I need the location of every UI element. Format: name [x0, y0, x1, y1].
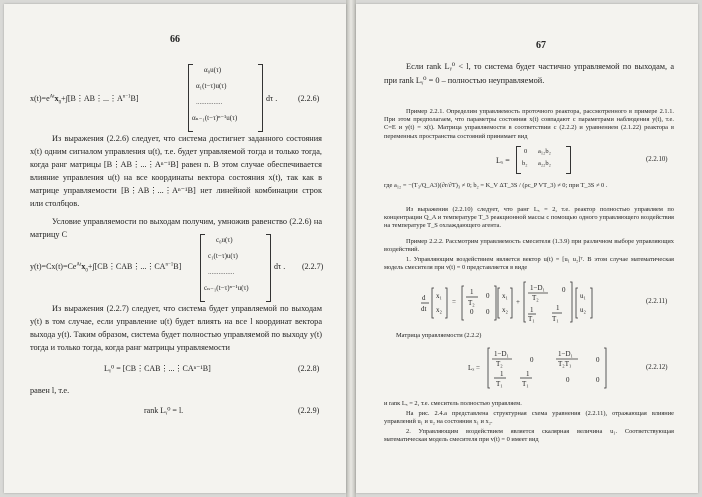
svg-text:u₂: u₂: [580, 306, 586, 314]
svg-text:1−D₁: 1−D₁: [530, 284, 545, 292]
svg-text:1: 1: [500, 370, 504, 378]
svg-text:0: 0: [486, 292, 490, 300]
paragraph: Из выражения (2.2.6) следует, что система достигнет заданного состояния x(t) одним сигналом управления u(t), т.е. будет управляемой тогда и только тогда, когда ранг матрицы [B⋮AB⋮...⋮Aⁿ⁻¹B] равен n. В этом случае обеспечивается влияние управления u(t) на все координаты вектора состояния x(t), так как в матрице управляемости [B⋮AB⋮...⋮Aⁿ⁻¹B] нет линейной комбинации строк или столбцов.: [30, 134, 322, 208]
equation-2-2-11: [420, 280, 620, 324]
svg-text:0: 0: [562, 286, 566, 294]
matrix-bracket-left: [516, 146, 521, 174]
equation-number: (2.2.7): [302, 262, 324, 271]
matrix-cell: a₁₂b₂: [538, 148, 551, 155]
equation-2-2-8: Lᵧ⁰ = [CB⋮CAB⋮...⋮CAⁿ⁻¹B]: [104, 364, 211, 373]
svg-text:x₁: x₁: [436, 292, 442, 300]
vector-cell: c₁(t−τ)u(τ): [208, 252, 238, 260]
svg-text:T₁: T₁: [496, 380, 503, 388]
left-page: [4, 4, 346, 493]
eq-lhs: Lₓ =: [468, 364, 481, 372]
svg-text:+: +: [516, 298, 520, 306]
paragraph: Из выражения (2.2.10) следует, что ранг Lₓ = 2, т.е. реактор полностью управляем по концентрации Q_A и температуре T_3 реакционной массы с помощью одного управляющего воздействия на температуре T_S охлаждающего агента.: [384, 206, 674, 230]
paragraph: На рис. 2.4.а представлена структурная схема уравнения (2.2.11), отражающая влияние управлений u₁ и u₂ на состояния x₁ и x₂.: [384, 410, 674, 426]
svg-text:T₂T₁: T₂T₁: [558, 360, 572, 368]
example-2-2-2: Пример 2.2.2. Рассмотрим управляемость смесителя (1.3.9) при различном выборе управляющих воздействий.: [384, 238, 674, 254]
svg-text:0: 0: [596, 356, 600, 364]
svg-text:1: 1: [526, 370, 530, 378]
equation-2-2-9: rank Lᵧ⁰ = l.: [144, 406, 184, 415]
eq-lhs: Lₓ =: [496, 156, 510, 165]
page-number: 67: [536, 40, 546, 51]
vector-bracket-right: [258, 64, 263, 132]
svg-text:x₂: x₂: [436, 306, 442, 314]
svg-text:x₁: x₁: [502, 292, 508, 300]
equation-number: (2.2.9): [298, 406, 320, 415]
vector-bracket-right: [266, 234, 271, 302]
book-spine: [346, 0, 356, 497]
vector-cell: ...............: [196, 98, 223, 106]
svg-text:T₂: T₂: [468, 299, 475, 307]
svg-text:=: =: [452, 298, 456, 306]
equation-2-2-6: $x(t)=e^{At}x_0+\int[B⋮AB⋮...⋮A^{n-1}B]$: [30, 94, 139, 106]
vector-cell: ...............: [208, 268, 235, 276]
svg-text:0: 0: [486, 308, 490, 316]
matrix-cell: a₂₂b₂: [538, 160, 551, 167]
matrix-bracket-right: [566, 146, 571, 174]
equation-number: (2.2.8): [298, 364, 320, 373]
equation-number: (2.2.12): [646, 364, 668, 371]
list-item: 1. Управляющим воздействием является вектор u(t) = [u₁ u₂]ᵀ. В этом случае математическая модель смесителя при v(t) = 0 представляется в виде: [384, 256, 674, 272]
paragraph: Условие управляемости по выходам получим, умножив равенство (2.2.6) на матрицу C: [30, 217, 322, 239]
matrix-cell: b₂: [522, 160, 528, 167]
matrix-cell: 0: [524, 148, 528, 155]
vector-cell: α₀u(τ): [204, 66, 222, 74]
svg-text:T₁: T₁: [522, 380, 529, 388]
equation-2-2-12: [486, 346, 626, 390]
page-number: 66: [170, 34, 180, 45]
list-item: 2. Управляющим воздействием является скалярная величина u₁. Соответствующая математическая модель смесителя при v(t) = 0 имеет вид: [384, 428, 674, 444]
vector-cell: c₀u(τ): [216, 236, 233, 244]
equation-number: (2.2.6): [298, 94, 320, 103]
svg-text:1: 1: [470, 288, 474, 296]
equation-2-2-7: $y(t)=Cx(t)=Ce^{At}x_0+\int[CB⋮CAB⋮...⋮CA^{n-1}B]$: [30, 262, 182, 274]
svg-text:x₂: x₂: [502, 306, 508, 314]
vector-cell: cₙ₋₁(t−τ)ⁿ⁻¹u(τ): [204, 284, 249, 292]
example-2-2-1: Пример 2.2.1. Определим управляемость проточного реактора, рассмотренного в примере 2.1.1. При этом предполагаем, что параметры состояния x(t) совпадают с параметрами наблюдения y(t), т.е. C=E и y(t) = x(t). Матрица управляемости в соответствии с (2.2.2) и уравнением (2.1.22) реактора в переменных пространства состояний принимает вид: [384, 108, 674, 140]
equation-number: (2.2.11): [646, 298, 668, 305]
svg-text:1: 1: [530, 306, 534, 314]
definition-line: где a₁₂ = −(T₃/Q_A3)(∂r/∂T)₃ ≠ 0; b₂ = K_V ΔT_3S / (ρc_P VT_3) ≠ 0; при T_3S ≠ 0 .: [384, 182, 608, 189]
svg-text:T₁: T₁: [552, 315, 559, 323]
equation-number: (2.2.10): [646, 156, 668, 163]
svg-text:0: 0: [566, 376, 570, 384]
matrix-label: Матрица управляемости (2.2.2): [396, 332, 482, 339]
paragraph: равен l, т.е.: [30, 386, 70, 395]
svg-text:0: 0: [596, 376, 600, 384]
svg-text:T₂: T₂: [532, 294, 539, 302]
svg-text:1−D₁: 1−D₁: [558, 350, 573, 358]
svg-text:u₁: u₁: [580, 292, 586, 300]
svg-text:T₂: T₂: [496, 360, 503, 368]
paragraph: Из выражения (2.2.7) следует, что система будет управляемой по выходам y(t) в том случае, если управление u(t) будет влиять на все l координат вектора выхода y(t). Таким образом, система будет полностью управляемой по выходу y(t) тогда и только тогда, когда ранг матрицы управляемости: [30, 304, 322, 352]
eq-dt: dτ .: [274, 262, 286, 271]
vector-cell: α₁(t−τ)u(τ): [196, 82, 227, 90]
paragraph: и ranк Lₓ = 2, т.е. смеситель полностью управляем.: [384, 400, 522, 407]
svg-text:0: 0: [530, 356, 534, 364]
svg-text:1: 1: [556, 304, 560, 312]
vector-cell: αₙ₋₁(t−τ)ⁿ⁻¹u(τ): [192, 114, 238, 122]
svg-text:T₁: T₁: [528, 315, 535, 323]
svg-text:d: d: [422, 294, 426, 302]
svg-text:dt: dt: [421, 305, 427, 313]
right-page: [356, 4, 698, 493]
eq-dt: dτ .: [266, 94, 278, 103]
paragraph: Если rank Lᵧ⁰ < l, то система будет частично управляемой по выходам, а при rank Lᵧ⁰ = 0 – полностью неуправляемой.: [384, 62, 674, 85]
svg-text:0: 0: [470, 308, 474, 316]
svg-text:1−D₁: 1−D₁: [494, 350, 509, 358]
